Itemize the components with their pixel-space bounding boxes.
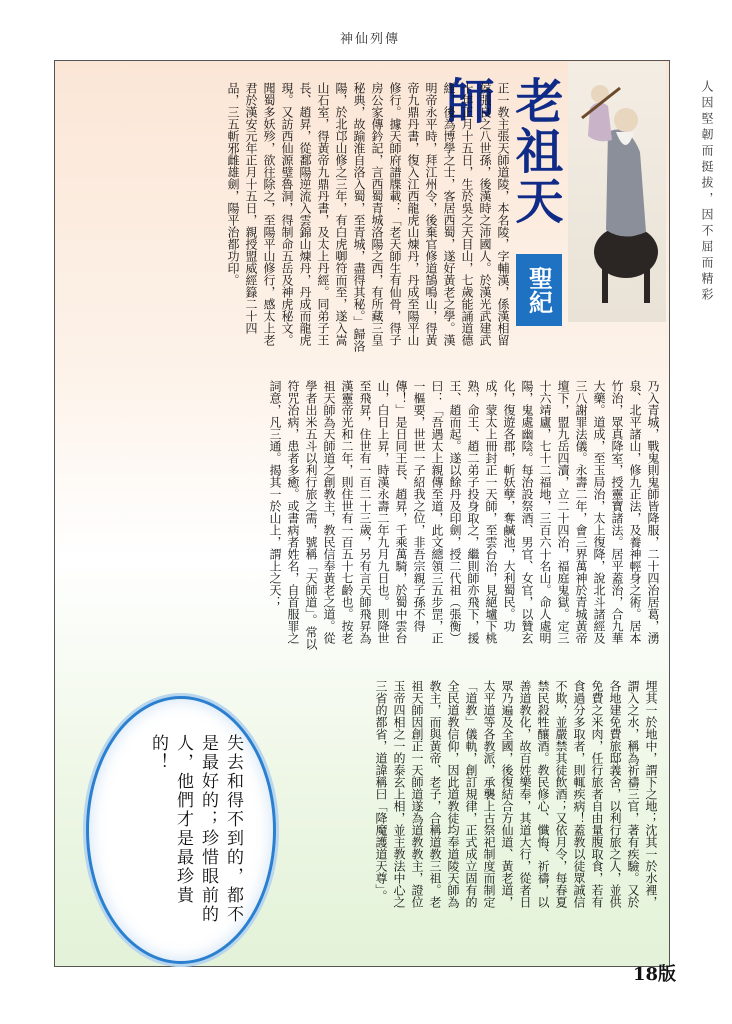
article-title: 老祖天師 bbox=[438, 76, 563, 226]
article-body-part-2: 乃入青城，戰鬼則鬼師皆降服，二十四治居葛，湧泉、北平諸山，修九正法，及養神輕身之術。居本竹治，眾真降室，授靈寶諸法。居平蓋治，合九華大藥。道成，至玉局治，太上復降，說北斗諸經及三八謝罪法儀。永壽二年，會三界萬神於青城黃帝壇下，盟九岳四瀆，立二十四治，福庭鬼獄。定三十六靖廬，七十二福地，三百六十名山。命人處明陽，鬼處幽陰。每治設祭酒、男官、女官，以贊玄化，復遊各郡，斬妖孽，奪鹹池，大利蜀民。功成，蒙太上冊封正一天師，至雲台治，見絕壚下桃熟，命王、趙二弟子投身取之，繼則師亦飛下，援王、趙而起。遂以餘丹及印劍，授二代祖（張衡）曰：「吾遇太上親傳至道，此文總領三五步罡，正一樞要，世世一子紹我之位，非吾宗親子孫不得傳！」是日同王長、趙昇，千乘萬騎，於蜀中雲台山，白日上昇，時漢永壽二年九月九日也。則降世至飛昇，住世有一百二十三歲，另有言天師飛昇為漢靈帝光和二年，則住世有一百五十七齡也。按老祖天師為天師道之創教主，教民信奉黃老之道。從學者出米五斗以利行旅之需，號稱「天師道」。常以符咒治病，患者多癒。或書病者姓名，自首服罪之詞意，凡三通。揭其一於山上，謂上之天； bbox=[268, 380, 660, 650]
quote-bubble-text: 失去和得不到的，都不是最好的；珍惜眼前的人，他們才是最珍貴的！ bbox=[148, 734, 243, 924]
side-quote: 人因堅韌而挺拔，因不屈而精彩 bbox=[700, 80, 714, 304]
laozi-ox-illustration bbox=[568, 62, 666, 322]
page-number: 18版 bbox=[632, 964, 676, 985]
article-body-part-1: 正一教主張天師道陵，本名陵，字輔漢，係漢相留侯張良之八世孫，後漢時之沛國人。於漢光武建武十年正月十五日，生於吳之天目山，七歲能誦道德經，後為博學之士，客居西蜀，遂好黃老之學。漢明帝永平時，拜江州令，後棄官修道鵠鳴山，得黃帝九鼎丹書，復入江西龍虎山煉丹，丹成至陽平山修行。據天師府譜牒載：「老天師生有仙骨，得子房公家傳鈐記，言西蜀青城洛陽之西，有所藏三皇秘典，故踰淮自洛入蜀，至青城，盡得其秘。」歸洛陽，於北邙山修之三年，有白虎啣符而至，遂入嵩山石室，得黃帝九鼎丹書，及太上丹經。同弟子王長、趙昇，從鄱陽逆流入雲錦山煉丹，丹成而龍虎現。又訪西仙源璧魯洞，得制命五岳及神虎秘文。聞蜀多妖殄，欲往除之，至陽平山修行，感太上老君於漢安元年正月十五日，親授盟威經籙二十四品，三五斬邪雌雄劍，陽平治都功印。 bbox=[226, 82, 510, 352]
article-body-part-3: 埋其一於地中，謂下之地；沈其一於水裡，謂入之水，稱為祈禱三官，著有疾驗。又於各地建免費旅邸義舍，以利行旅之人，並供免費之米肉，任行旅者自由量腹取食，若有食過分多取者，則輒疾病！蓋教以徒眾誠信不欺，並嚴禁其徒飲酒；又依月令，每春夏禁民殺牲釀酒。教民修心、懺悔、祈禱，以善道教化，故百姓樂奉，其道大行，從者日眾乃遍及全國，後復結合方仙道、黃老道，太平道等各教派，承襲上古祭祀制度而制定「道教」儀軌，創訂規律，正式成立固有的全民道教信仰，因此道教徒均奉道陵天師為教主，而與黃帝、老子，合稱道教三祖。老祖天師因創正一天師道遂為道教教主，證位玉帝四相之一的泰玄上相，並主教法中心之三省的都省，道諱稱曰「降魔護道天尊」。 bbox=[374, 680, 658, 908]
title-badge: 聖紀 bbox=[516, 254, 562, 326]
page-header: 神仙列傳 bbox=[339, 32, 400, 47]
